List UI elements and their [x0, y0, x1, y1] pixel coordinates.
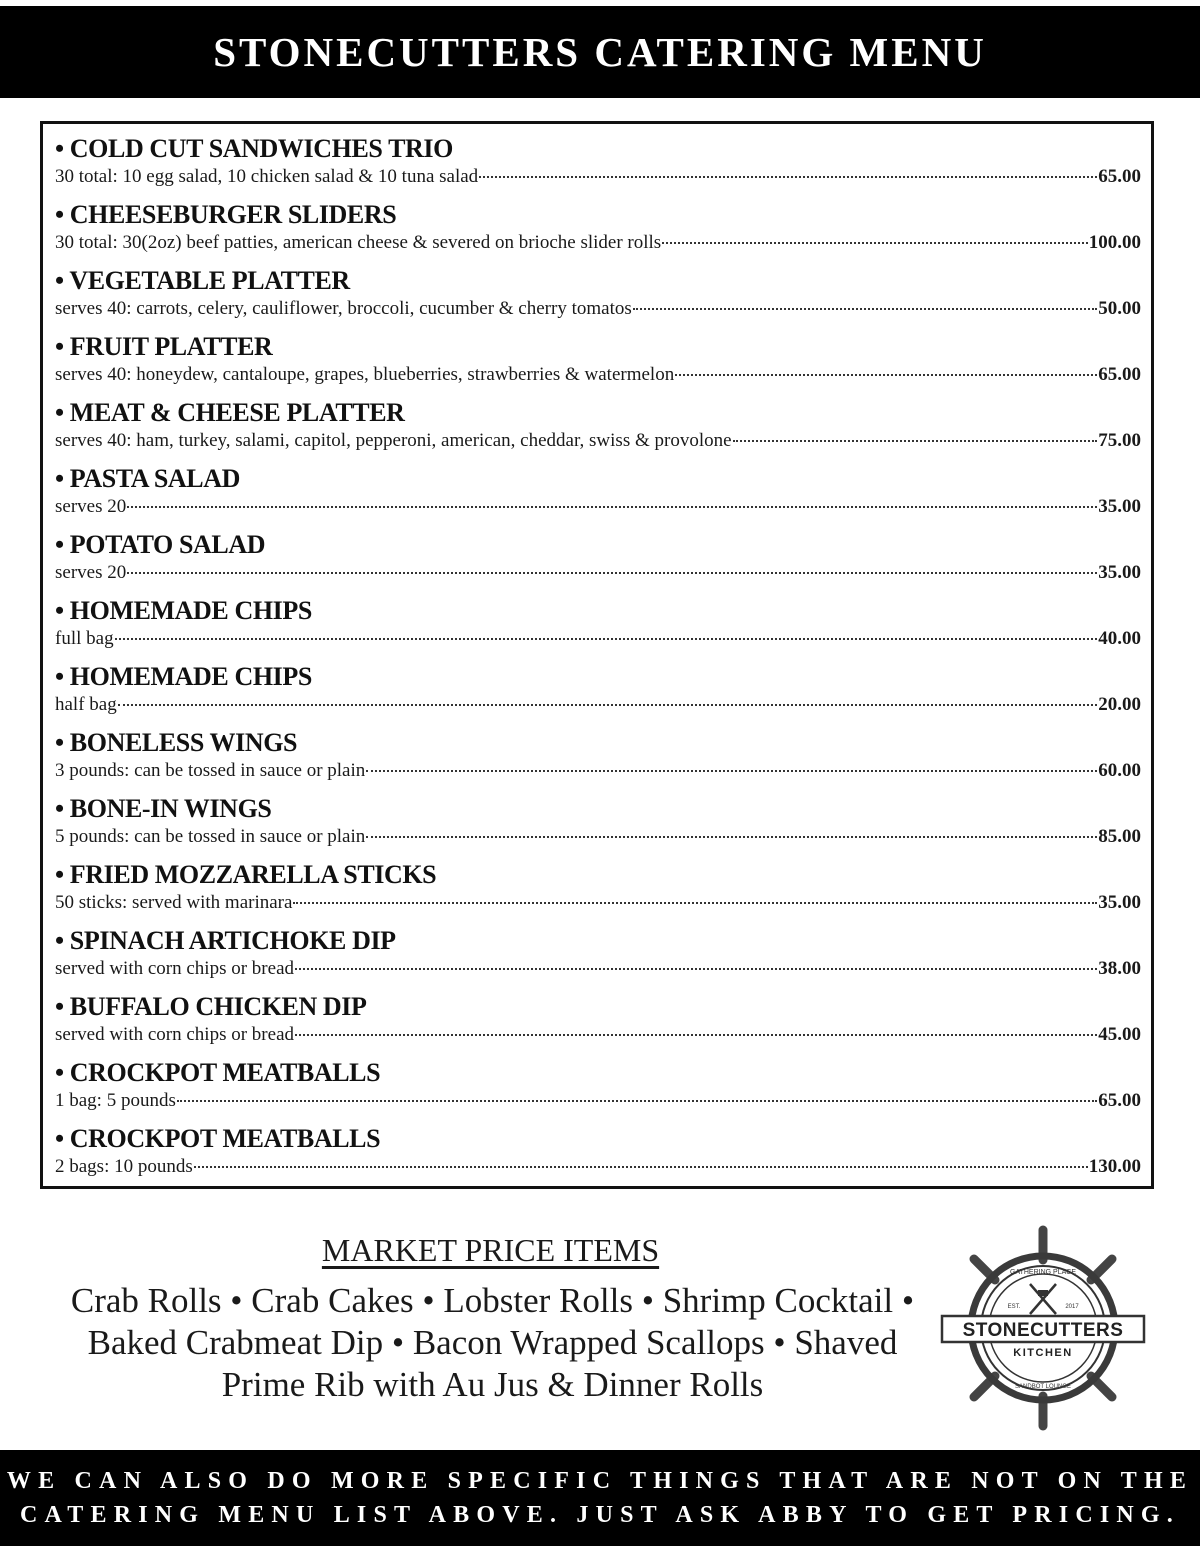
menu-item-line [55, 363, 1141, 387]
menu-item-name: • SPINACH ARTICHOKE DIP [55, 926, 396, 955]
menu-item-name: • HOMEMADE CHIPS [55, 596, 312, 625]
menu-item [55, 793, 1141, 859]
menu-item-price: 130.00 [1088, 1156, 1141, 1177]
menu-item-line [55, 429, 1141, 453]
dot-leader [127, 572, 1097, 574]
logo-arc-top: GATHERING PLACE [1010, 1269, 1076, 1276]
menu-item-price: 65.00 [1098, 1090, 1141, 1111]
footer-line-2: CATERING MENU LIST ABOVE. JUST ASK ABBY TO GET PRICING. [20, 1502, 1180, 1528]
menu-item-price: 40.00 [1098, 628, 1141, 649]
dot-leader [127, 506, 1097, 508]
menu-item-description: 3 pounds: can be tossed in sauce or plain [55, 760, 366, 781]
dot-leader [118, 704, 1098, 706]
dot-leader [479, 176, 1097, 178]
menu-item-description: 1 bag: 5 pounds [55, 1090, 176, 1111]
menu-item-description: serves 40: honeydew, cantaloupe, grapes, blueberries, strawberries & watermelon [55, 364, 675, 385]
market-price-section [40, 1228, 945, 1406]
menu-item-line [55, 693, 1141, 717]
menu-item-price: 20.00 [1098, 694, 1141, 715]
menu-item-line [55, 825, 1141, 849]
menu-item-name: • FRIED MOZZARELLA STICKS [55, 860, 437, 889]
dot-leader [115, 638, 1098, 640]
menu-item-name: • BUFFALO CHICKEN DIP [55, 992, 367, 1021]
menu-item-line [55, 231, 1141, 255]
menu-item-name: • FRUIT PLATTER [55, 332, 273, 361]
menu-item [55, 199, 1141, 265]
dot-leader [194, 1166, 1088, 1168]
logo-badge-left: EST. [1007, 1304, 1021, 1310]
footer-line-1: WE CAN ALSO DO MORE SPECIFIC THINGS THAT ARE NOT ON THE [6, 1468, 1194, 1494]
dot-leader [662, 242, 1088, 244]
dot-leader [733, 440, 1098, 442]
menu-item-price: 50.00 [1098, 298, 1141, 319]
footer-bar [0, 1450, 1200, 1546]
menu-item-description: 5 pounds: can be tossed in sauce or plain [55, 826, 366, 847]
page-title: STONECUTTERS CATERING MENU [213, 29, 987, 75]
menu-item-price: 45.00 [1098, 1024, 1141, 1045]
menu-item [55, 1123, 1141, 1189]
menu-item-name: • MEAT & CHEESE PLATTER [55, 398, 405, 427]
menu-item-description: served with corn chips or bread [55, 1024, 295, 1045]
dot-leader [295, 968, 1097, 970]
menu-item-description: 2 bags: 10 pounds [55, 1156, 193, 1177]
menu-item [55, 463, 1141, 529]
menu-item-description: serves 20 [55, 562, 127, 583]
menu-item [55, 331, 1141, 397]
menu-item-name: • POTATO SALAD [55, 530, 266, 559]
dot-leader [366, 770, 1097, 772]
logo-badge-right: 2017 [1065, 1304, 1079, 1310]
menu-item [55, 595, 1141, 661]
menu-item-description: serves 40: carrots, celery, cauliflower, broccoli, cucumber & cherry tomatos [55, 298, 632, 319]
menu-item [55, 397, 1141, 463]
menu-item [55, 859, 1141, 925]
menu-item-name: • CROCKPOT MEATBALLS [55, 1058, 381, 1087]
menu-item-line [55, 165, 1141, 189]
logo-subname: KITCHEN [1013, 1347, 1073, 1359]
menu-item-name: • PASTA SALAD [55, 464, 240, 493]
menu-item-price: 35.00 [1098, 562, 1141, 583]
menu-item-description: serves 40: ham, turkey, salami, capitol, pepperoni, american, cheddar, swiss & provolone [55, 430, 732, 451]
menu-item-line [55, 1089, 1141, 1113]
dot-leader [293, 902, 1097, 904]
menu-item [55, 727, 1141, 793]
menu-item-description: half bag [55, 694, 117, 715]
menu-item-description: 30 total: 30(2oz) beef patties, american cheese & severed on brioche slider rolls [55, 232, 662, 253]
menu-item-name: • BONE-IN WINGS [55, 794, 272, 823]
menu-item-price: 65.00 [1098, 166, 1141, 187]
dot-leader [295, 1034, 1097, 1036]
menu-item-name: • HOMEMADE CHIPS [55, 662, 312, 691]
logo-name: STONECUTTERS [962, 1320, 1124, 1341]
menu-item-price: 75.00 [1098, 430, 1141, 451]
menu-list [40, 121, 1154, 1189]
menu-item-price: 38.00 [1098, 958, 1141, 979]
dot-leader [366, 836, 1097, 838]
logo-arc-bottom: SANDBOT LOUNGE [1015, 1384, 1071, 1390]
dot-leader [633, 308, 1098, 310]
menu-item [55, 991, 1141, 1057]
menu-item [55, 925, 1141, 991]
menu-item [55, 661, 1141, 727]
menu-item-description: served with corn chips or bread [55, 958, 295, 979]
ships-wheel-logo [938, 1222, 1148, 1434]
menu-item-name: • CHEESEBURGER SLIDERS [55, 200, 397, 229]
menu-item-description: serves 20 [55, 496, 127, 517]
menu-item-price: 60.00 [1098, 760, 1141, 781]
menu-item-line [55, 1023, 1141, 1047]
menu-item-name: • VEGETABLE PLATTER [55, 266, 350, 295]
header-bar [0, 6, 1200, 98]
menu-item-price: 85.00 [1098, 826, 1141, 847]
menu-item-price: 100.00 [1088, 232, 1141, 253]
market-price-items: Crab Rolls • Crab Cakes • Lobster Rolls • Shrimp Cocktail • Baked Crabmeat Dip • Bacon Wrapped Scallops • Shaved Prime Rib with Au Jus & Dinner Rolls [70, 1281, 915, 1404]
menu-item-line [55, 561, 1141, 585]
menu-item-price: 65.00 [1098, 364, 1141, 385]
menu-item-description: 30 total: 10 egg salad, 10 chicken salad & 10 tuna salad [55, 166, 479, 187]
menu-item-line [55, 495, 1141, 519]
menu-item-description: full bag [55, 628, 114, 649]
dot-leader [675, 374, 1097, 376]
menu-item-line [55, 759, 1141, 783]
menu-item [55, 529, 1141, 595]
dot-leader [177, 1100, 1097, 1102]
menu-item [55, 1057, 1141, 1123]
menu-item-line [55, 1155, 1141, 1179]
menu-item [55, 133, 1141, 199]
menu-item-name: • COLD CUT SANDWICHES TRIO [55, 134, 453, 163]
menu-item-name: • BONELESS WINGS [55, 728, 298, 757]
menu-item-price: 35.00 [1098, 496, 1141, 517]
menu-item-name: • CROCKPOT MEATBALLS [55, 1124, 381, 1153]
market-price-title: MARKET PRICE ITEMS [321, 1232, 660, 1268]
menu-item-line [55, 297, 1141, 321]
menu-item-description: 50 sticks: served with marinara [55, 892, 293, 913]
menu-item-line [55, 627, 1141, 651]
menu-item [55, 265, 1141, 331]
menu-item-price: 35.00 [1098, 892, 1141, 913]
menu-item-line [55, 957, 1141, 981]
menu-item-line [55, 891, 1141, 915]
